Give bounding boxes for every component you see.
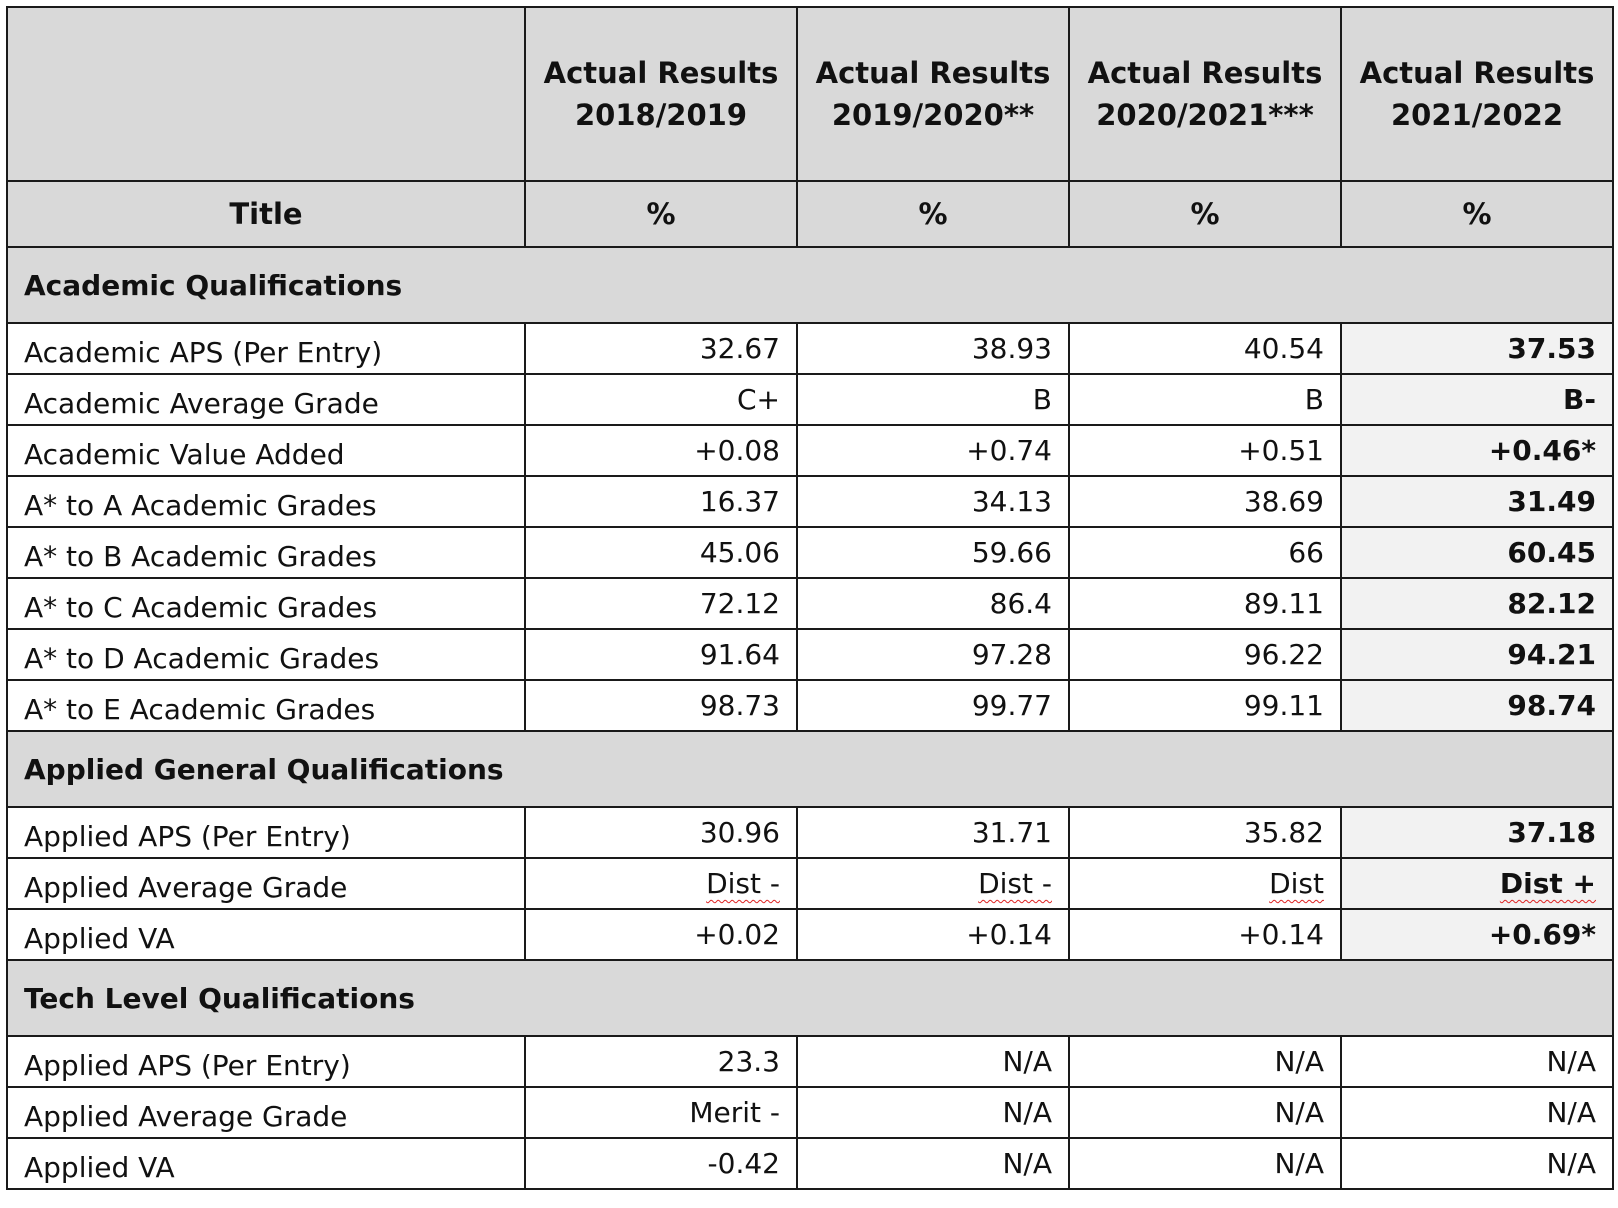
- cell-2018-2019: 72.12: [525, 578, 797, 629]
- cell-2019-2020: 99.77: [797, 680, 1069, 731]
- cell-2018-2019: 32.67: [525, 323, 797, 374]
- cell-2019-2020: 86.4: [797, 578, 1069, 629]
- cell-2021-2022: [1341, 858, 1613, 909]
- row-label: Applied VA: [7, 1138, 525, 1189]
- cell-2020-2021: B: [1069, 374, 1341, 425]
- cell-2020-2021: N/A: [1069, 1036, 1341, 1087]
- cell-2018-2019: 91.64: [525, 629, 797, 680]
- cell-2021-2022: +0.69*: [1341, 909, 1613, 960]
- cell-2018-2019: 16.37: [525, 476, 797, 527]
- cell-text: Dist: [1269, 867, 1324, 900]
- section-title: Tech Level Qualifications: [7, 960, 1613, 1036]
- cell-2018-2019: [525, 858, 797, 909]
- cell-2020-2021: N/A: [1069, 1087, 1341, 1138]
- table-row: [7, 476, 1613, 527]
- row-label: Applied Average Grade: [7, 1087, 525, 1138]
- section-row-tech-level: [7, 960, 1613, 1036]
- header-row-years: [7, 7, 1613, 181]
- cell-2020-2021: 99.11: [1069, 680, 1341, 731]
- header-year-2020-2021: Actual Results 2020/2021***: [1069, 7, 1341, 181]
- row-label: A* to D Academic Grades: [7, 629, 525, 680]
- cell-2019-2020: 59.66: [797, 527, 1069, 578]
- table-row: [7, 1087, 1613, 1138]
- results-table: [6, 6, 1614, 1190]
- cell-2021-2022: 31.49: [1341, 476, 1613, 527]
- cell-2021-2022: N/A: [1341, 1036, 1613, 1087]
- table-row: [7, 527, 1613, 578]
- header-unit: %: [1341, 181, 1613, 247]
- table-row: [7, 909, 1613, 960]
- cell-2019-2020: N/A: [797, 1138, 1069, 1189]
- cell-2021-2022: N/A: [1341, 1138, 1613, 1189]
- table-row: [7, 374, 1613, 425]
- header-unit: %: [1069, 181, 1341, 247]
- cell-2020-2021: 35.82: [1069, 807, 1341, 858]
- header-row-units: [7, 181, 1613, 247]
- table-row: [7, 858, 1613, 909]
- cell-2020-2021: [1069, 858, 1341, 909]
- cell-2021-2022: 82.12: [1341, 578, 1613, 629]
- row-label: A* to A Academic Grades: [7, 476, 525, 527]
- cell-2018-2019: 98.73: [525, 680, 797, 731]
- cell-2021-2022: +0.46*: [1341, 425, 1613, 476]
- row-label: A* to C Academic Grades: [7, 578, 525, 629]
- cell-2021-2022: 60.45: [1341, 527, 1613, 578]
- row-label: Applied VA: [7, 909, 525, 960]
- row-label: Applied Average Grade: [7, 858, 525, 909]
- header-blank-cell: [7, 7, 525, 181]
- cell-text: Dist +: [1499, 867, 1596, 900]
- cell-2020-2021: +0.14: [1069, 909, 1341, 960]
- cell-2020-2021: 66: [1069, 527, 1341, 578]
- cell-2019-2020: N/A: [797, 1087, 1069, 1138]
- header-year-2021-2022: Actual Results 2021/2022: [1341, 7, 1613, 181]
- cell-2018-2019: -0.42: [525, 1138, 797, 1189]
- row-label: A* to B Academic Grades: [7, 527, 525, 578]
- table-row: [7, 807, 1613, 858]
- row-label: Academic Average Grade: [7, 374, 525, 425]
- cell-2019-2020: [797, 858, 1069, 909]
- header-unit: %: [797, 181, 1069, 247]
- table-row: [7, 1036, 1613, 1087]
- cell-2020-2021: 89.11: [1069, 578, 1341, 629]
- row-label: Applied APS (Per Entry): [7, 1036, 525, 1087]
- cell-2020-2021: 40.54: [1069, 323, 1341, 374]
- table-row: [7, 680, 1613, 731]
- header-unit: %: [525, 181, 797, 247]
- cell-2020-2021: N/A: [1069, 1138, 1341, 1189]
- cell-2019-2020: 31.71: [797, 807, 1069, 858]
- cell-2021-2022: 98.74: [1341, 680, 1613, 731]
- cell-2018-2019: 30.96: [525, 807, 797, 858]
- cell-2018-2019: +0.02: [525, 909, 797, 960]
- table-row: [7, 425, 1613, 476]
- row-label: Academic Value Added: [7, 425, 525, 476]
- cell-2020-2021: 38.69: [1069, 476, 1341, 527]
- table-row: [7, 578, 1613, 629]
- cell-2021-2022: N/A: [1341, 1087, 1613, 1138]
- section-row-applied-general: [7, 731, 1613, 807]
- cell-2018-2019: Merit -: [525, 1087, 797, 1138]
- cell-2020-2021: +0.51: [1069, 425, 1341, 476]
- section-title: Academic Qualifications: [7, 247, 1613, 323]
- cell-text: Dist -: [706, 867, 780, 900]
- cell-2019-2020: N/A: [797, 1036, 1069, 1087]
- cell-2018-2019: 45.06: [525, 527, 797, 578]
- table-row: [7, 1138, 1613, 1189]
- section-title: Applied General Qualifications: [7, 731, 1613, 807]
- cell-2018-2019: +0.08: [525, 425, 797, 476]
- cell-2021-2022: 94.21: [1341, 629, 1613, 680]
- row-label: A* to E Academic Grades: [7, 680, 525, 731]
- table-row: [7, 323, 1613, 374]
- cell-2021-2022: 37.53: [1341, 323, 1613, 374]
- cell-2019-2020: 97.28: [797, 629, 1069, 680]
- cell-2018-2019: C+: [525, 374, 797, 425]
- cell-2019-2020: B: [797, 374, 1069, 425]
- section-row-academic: [7, 247, 1613, 323]
- cell-2019-2020: 38.93: [797, 323, 1069, 374]
- cell-2018-2019: 23.3: [525, 1036, 797, 1087]
- header-year-2018-2019: Actual Results 2018/2019: [525, 7, 797, 181]
- cell-2021-2022: 37.18: [1341, 807, 1613, 858]
- header-title: Title: [7, 181, 525, 247]
- cell-2019-2020: 34.13: [797, 476, 1069, 527]
- row-label: Applied APS (Per Entry): [7, 807, 525, 858]
- cell-2019-2020: +0.14: [797, 909, 1069, 960]
- header-year-2019-2020: Actual Results 2019/2020**: [797, 7, 1069, 181]
- cell-text: Dist -: [978, 867, 1052, 900]
- row-label: Academic APS (Per Entry): [7, 323, 525, 374]
- cell-2020-2021: 96.22: [1069, 629, 1341, 680]
- table-row: [7, 629, 1613, 680]
- cell-2019-2020: +0.74: [797, 425, 1069, 476]
- cell-2021-2022: B-: [1341, 374, 1613, 425]
